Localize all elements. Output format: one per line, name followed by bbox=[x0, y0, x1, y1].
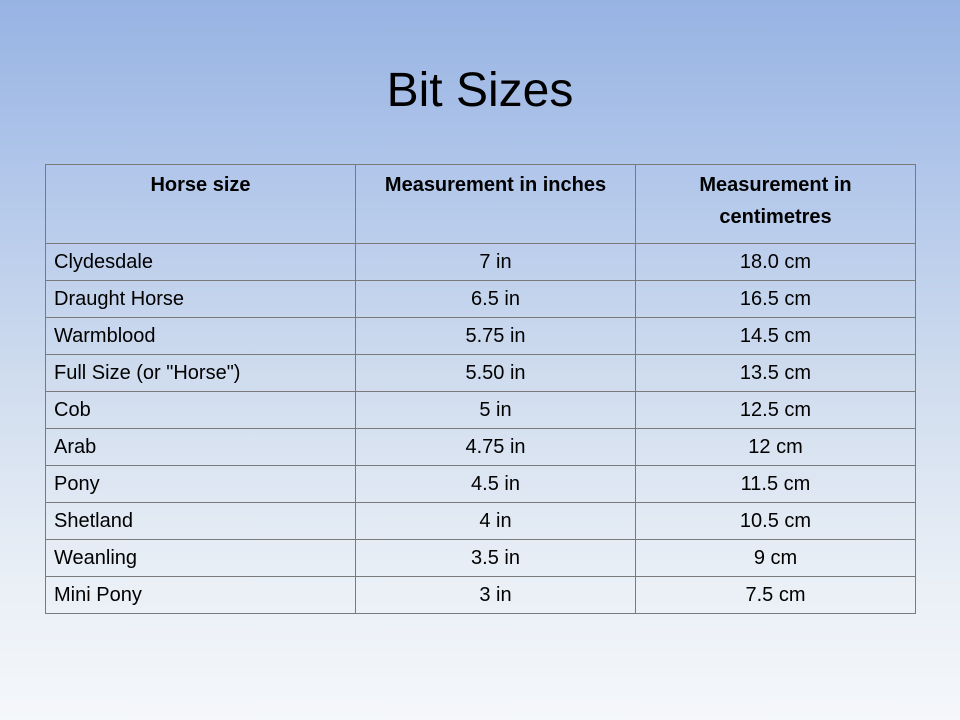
centimetres-cell: 13.5 cm bbox=[636, 355, 916, 392]
horse-size-cell: Draught Horse bbox=[46, 281, 356, 318]
horse-size-cell: Warmblood bbox=[46, 318, 356, 355]
bit-size-table-container bbox=[45, 164, 915, 614]
inches-cell: 3.5 in bbox=[356, 540, 636, 577]
centimetres-cell: 11.5 cm bbox=[636, 466, 916, 503]
inches-cell: 5 in bbox=[356, 392, 636, 429]
table-row bbox=[46, 281, 916, 318]
horse-size-cell: Clydesdale bbox=[46, 244, 356, 281]
centimetres-cell: 7.5 cm bbox=[636, 577, 916, 614]
inches-cell: 3 in bbox=[356, 577, 636, 614]
inches-cell: 5.50 in bbox=[356, 355, 636, 392]
centimetres-cell: 12.5 cm bbox=[636, 392, 916, 429]
centimetres-cell: 12 cm bbox=[636, 429, 916, 466]
centimetres-cell: 14.5 cm bbox=[636, 318, 916, 355]
inches-cell: 4.75 in bbox=[356, 429, 636, 466]
centimetres-cell: 18.0 cm bbox=[636, 244, 916, 281]
header-measurement-centimetres: Measurement in centimetres bbox=[636, 165, 916, 244]
inches-cell: 4 in bbox=[356, 503, 636, 540]
table-row bbox=[46, 577, 916, 614]
header-measurement-inches: Measurement in inches bbox=[356, 165, 636, 244]
inches-cell: 7 in bbox=[356, 244, 636, 281]
centimetres-cell: 16.5 cm bbox=[636, 281, 916, 318]
inches-cell: 5.75 in bbox=[356, 318, 636, 355]
horse-size-cell: Cob bbox=[46, 392, 356, 429]
table-row bbox=[46, 429, 916, 466]
slide-title: Bit Sizes bbox=[386, 64, 574, 117]
table-row bbox=[46, 392, 916, 429]
header-horse-size: Horse size bbox=[46, 165, 356, 244]
horse-size-cell: Weanling bbox=[46, 540, 356, 577]
centimetres-cell: 10.5 cm bbox=[636, 503, 916, 540]
horse-size-cell: Mini Pony bbox=[46, 577, 356, 614]
horse-size-cell: Shetland bbox=[46, 503, 356, 540]
centimetres-cell: 9 cm bbox=[636, 540, 916, 577]
table-row bbox=[46, 503, 916, 540]
table-row bbox=[46, 244, 916, 281]
bit-size-table bbox=[45, 164, 916, 614]
table-row bbox=[46, 318, 916, 355]
horse-size-cell: Arab bbox=[46, 429, 356, 466]
horse-size-cell: Pony bbox=[46, 466, 356, 503]
inches-cell: 6.5 in bbox=[356, 281, 636, 318]
table-row bbox=[46, 540, 916, 577]
inches-cell: 4.5 in bbox=[356, 466, 636, 503]
table-row bbox=[46, 466, 916, 503]
horse-size-cell: Full Size (or "Horse") bbox=[46, 355, 356, 392]
table-header-row bbox=[46, 165, 916, 244]
table-row bbox=[46, 355, 916, 392]
